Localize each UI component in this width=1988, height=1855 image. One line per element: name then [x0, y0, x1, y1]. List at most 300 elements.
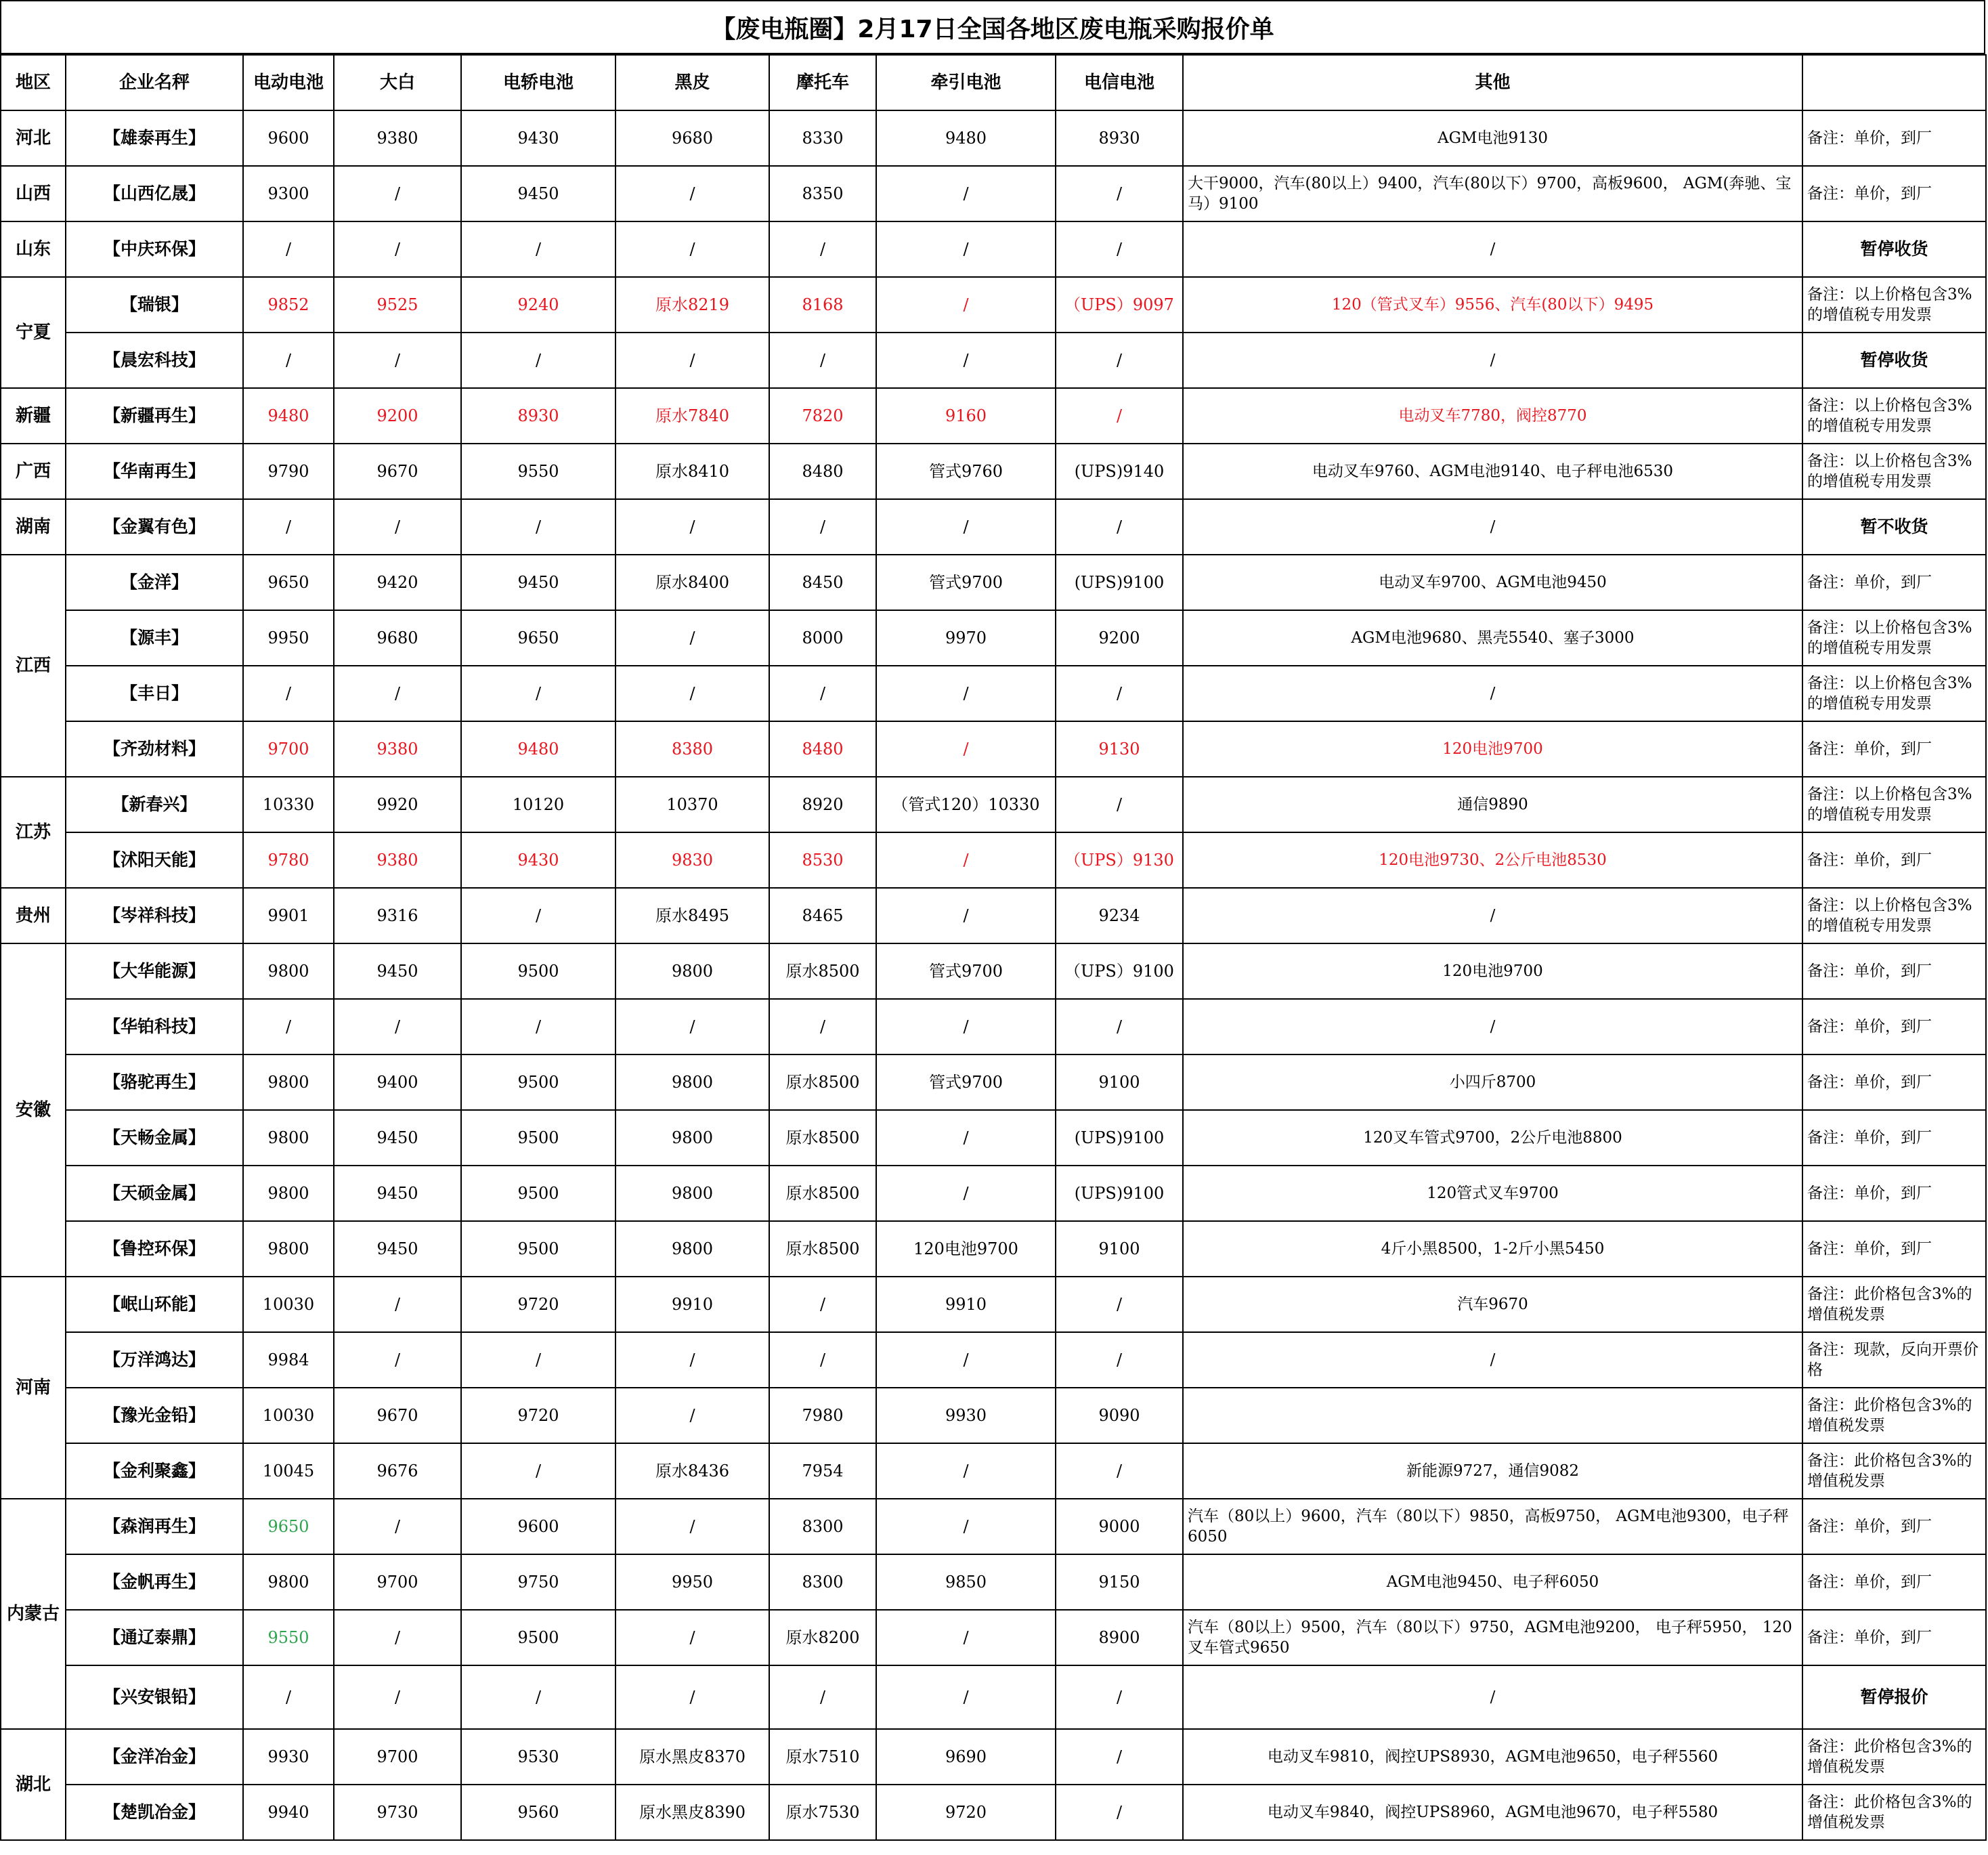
- price-cell: 9800: [615, 1221, 769, 1277]
- price-cell: 9430: [461, 110, 615, 166]
- price-cell: 10045: [243, 1443, 334, 1499]
- price-cell: 9940: [243, 1785, 334, 1840]
- price-cell: /: [461, 1332, 615, 1388]
- price-cell: 9380: [334, 832, 461, 888]
- region-cell: 湖南: [1, 499, 66, 555]
- price-cell: (UPS)9100: [1056, 1166, 1183, 1221]
- company-cell: 【森润再生】: [66, 1499, 243, 1554]
- table-row: [1, 1277, 1986, 1332]
- price-cell: /: [615, 666, 769, 721]
- price-cell: /: [615, 1665, 769, 1729]
- price-cell: /: [243, 333, 334, 388]
- price-cell: 9650: [243, 1499, 334, 1554]
- price-cell: 8530: [769, 832, 876, 888]
- price-cell: 9800: [615, 943, 769, 999]
- region-cell: 内蒙古: [1, 1499, 66, 1729]
- table-row: [1, 888, 1986, 943]
- price-cell: 9160: [876, 388, 1056, 444]
- price-cell: 9720: [461, 1277, 615, 1332]
- note-cell: 备注：此价格包含3%的增值税发票: [1802, 1277, 1986, 1332]
- price-cell: 9420: [334, 555, 461, 610]
- header-cell: 电信电池: [1056, 55, 1183, 110]
- price-cell: 8330: [769, 110, 876, 166]
- price-cell: 管式9700: [876, 1054, 1056, 1110]
- region-cell: 广西: [1, 444, 66, 499]
- company-cell: 【源丰】: [66, 610, 243, 666]
- company-cell: 【华南再生】: [66, 444, 243, 499]
- price-cell: /: [1056, 333, 1183, 388]
- price-cell: /: [243, 1665, 334, 1729]
- price-cell: 9500: [461, 1054, 615, 1110]
- table-row: [1, 666, 1986, 721]
- price-cell: /: [461, 221, 615, 277]
- price-cell: 9450: [461, 166, 615, 221]
- price-cell: 9680: [615, 110, 769, 166]
- other-cell: /: [1183, 221, 1802, 277]
- price-cell: 9950: [615, 1554, 769, 1610]
- note-cell: 暂不收货: [1802, 499, 1986, 555]
- price-cell: 9480: [243, 388, 334, 444]
- company-cell: 【天畅金属】: [66, 1110, 243, 1166]
- price-cell: /: [615, 610, 769, 666]
- price-cell: 9676: [334, 1443, 461, 1499]
- price-cell: 9450: [334, 943, 461, 999]
- other-cell: 汽车（80以上）9500，汽车（80以下）9750，AGM电池9200， 电子秤5950， 120叉车管式9650: [1183, 1610, 1802, 1665]
- company-cell: 【万洋鸿达】: [66, 1332, 243, 1388]
- price-cell: 9550: [461, 444, 615, 499]
- note-cell: 备注：单价，到厂: [1802, 943, 1986, 999]
- note-cell: 备注：单价，到厂: [1802, 999, 1986, 1054]
- price-cell: 9500: [461, 1610, 615, 1665]
- price-cell: 9600: [461, 1499, 615, 1554]
- note-cell: 备注：此价格包含3%的增值税发票: [1802, 1729, 1986, 1785]
- price-cell: 8000: [769, 610, 876, 666]
- region-cell: 江苏: [1, 777, 66, 888]
- price-cell: /: [461, 1443, 615, 1499]
- company-cell: 【金利聚鑫】: [66, 1443, 243, 1499]
- other-cell: [1183, 1388, 1802, 1443]
- company-cell: 【瑞银】: [66, 277, 243, 333]
- price-cell: 8300: [769, 1499, 876, 1554]
- table-row: [1, 1554, 1986, 1610]
- company-cell: 【丰日】: [66, 666, 243, 721]
- price-cell: /: [615, 221, 769, 277]
- region-cell: 河南: [1, 1277, 66, 1499]
- price-cell: 9500: [461, 943, 615, 999]
- price-cell: /: [876, 166, 1056, 221]
- price-cell: 8900: [1056, 1610, 1183, 1665]
- price-cell: 10330: [243, 777, 334, 832]
- price-cell: 9316: [334, 888, 461, 943]
- price-cell: /: [334, 1277, 461, 1332]
- company-cell: 【新疆再生】: [66, 388, 243, 444]
- price-cell: /: [334, 499, 461, 555]
- note-cell: 备注：单价，到厂: [1802, 1499, 1986, 1554]
- company-cell: 【雄泰再生】: [66, 110, 243, 166]
- price-cell: 原水8500: [769, 1221, 876, 1277]
- price-cell: /: [1056, 666, 1183, 721]
- price-cell: /: [461, 999, 615, 1054]
- table-row: [1, 777, 1986, 832]
- price-cell: /: [1056, 1332, 1183, 1388]
- other-cell: 4斤小黑8500，1-2斤小黑5450: [1183, 1221, 1802, 1277]
- price-cell: 原水8500: [769, 1166, 876, 1221]
- note-cell: 备注：以上价格包含3%的增值税专用发票: [1802, 388, 1986, 444]
- header-cell: 其他: [1183, 55, 1802, 110]
- price-cell: 原水7510: [769, 1729, 876, 1785]
- price-cell: /: [334, 221, 461, 277]
- price-cell: 原水8495: [615, 888, 769, 943]
- price-cell: 9200: [334, 388, 461, 444]
- note-cell: 备注：以上价格包含3%的增值税专用发票: [1802, 610, 1986, 666]
- note-cell: 备注：此价格包含3%的增值税发票: [1802, 1785, 1986, 1840]
- price-cell: （管式120）10330: [876, 777, 1056, 832]
- other-cell: 120（管式叉车）9556、汽车(80以下）9495: [1183, 277, 1802, 333]
- header-cell: 地区: [1, 55, 66, 110]
- header-cell: 电动电池: [243, 55, 334, 110]
- other-cell: AGM电池9450、电子秤6050: [1183, 1554, 1802, 1610]
- price-cell: /: [876, 1110, 1056, 1166]
- price-cell: 9800: [615, 1166, 769, 1221]
- table-row: [1, 166, 1986, 221]
- company-cell: 【岑祥科技】: [66, 888, 243, 943]
- price-cell: /: [1056, 1785, 1183, 1840]
- price-cell: 9650: [461, 610, 615, 666]
- table-row: [1, 832, 1986, 888]
- price-cell: /: [615, 499, 769, 555]
- region-cell: 河北: [1, 110, 66, 166]
- price-cell: 9530: [461, 1729, 615, 1785]
- price-cell: 9700: [243, 721, 334, 777]
- price-cell: 8450: [769, 555, 876, 610]
- note-cell: 备注：单价，到厂: [1802, 166, 1986, 221]
- price-cell: /: [876, 1443, 1056, 1499]
- price-cell: 原水8500: [769, 1110, 876, 1166]
- price-cell: （UPS）9130: [1056, 832, 1183, 888]
- price-cell: 8350: [769, 166, 876, 221]
- note-cell: 备注：以上价格包含3%的增值税专用发票: [1802, 666, 1986, 721]
- price-cell: /: [1056, 1277, 1183, 1332]
- price-cell: 9930: [876, 1388, 1056, 1443]
- price-cell: 9200: [1056, 610, 1183, 666]
- other-cell: 新能源9727，通信9082: [1183, 1443, 1802, 1499]
- price-cell: 9800: [615, 1110, 769, 1166]
- price-cell: /: [334, 1665, 461, 1729]
- price-cell: (UPS)9100: [1056, 555, 1183, 610]
- price-cell: /: [769, 333, 876, 388]
- header-cell: 摩托车: [769, 55, 876, 110]
- other-cell: 电动叉车7780，阀控8770: [1183, 388, 1802, 444]
- price-cell: 9234: [1056, 888, 1183, 943]
- other-cell: AGM电池9680、黑壳5540、塞子3000: [1183, 610, 1802, 666]
- price-cell: 9100: [1056, 1221, 1183, 1277]
- table-row: [1, 277, 1986, 333]
- company-cell: 【山西亿晟】: [66, 166, 243, 221]
- note-cell: 备注：单价，到厂: [1802, 1166, 1986, 1221]
- table-row: [1, 999, 1986, 1054]
- price-cell: /: [243, 221, 334, 277]
- other-cell: 汽车9670: [1183, 1277, 1802, 1332]
- price-cell: /: [334, 333, 461, 388]
- note-cell: 备注：单价，到厂: [1802, 555, 1986, 610]
- price-cell: /: [334, 1332, 461, 1388]
- other-cell: /: [1183, 1332, 1802, 1388]
- price-cell: /: [615, 166, 769, 221]
- price-cell: 原水8200: [769, 1610, 876, 1665]
- price-cell: 9730: [334, 1785, 461, 1840]
- price-cell: 9930: [243, 1729, 334, 1785]
- price-cell: 8465: [769, 888, 876, 943]
- header-cell: [1802, 55, 1986, 110]
- price-cell: 9560: [461, 1785, 615, 1840]
- price-cell: 原水8400: [615, 555, 769, 610]
- price-cell: /: [334, 166, 461, 221]
- price-cell: 9800: [243, 1054, 334, 1110]
- price-cell: 9800: [243, 1554, 334, 1610]
- price-cell: /: [334, 1499, 461, 1554]
- other-cell: /: [1183, 1665, 1802, 1729]
- company-cell: 【通辽泰鼎】: [66, 1610, 243, 1665]
- price-cell: 9690: [876, 1729, 1056, 1785]
- price-cell: 8480: [769, 444, 876, 499]
- other-cell: 120电池9700: [1183, 721, 1802, 777]
- price-cell: 7980: [769, 1388, 876, 1443]
- price-cell: 9450: [334, 1221, 461, 1277]
- price-cell: /: [1056, 1729, 1183, 1785]
- company-cell: 【豫光金铅】: [66, 1388, 243, 1443]
- price-cell: 9480: [876, 110, 1056, 166]
- price-cell: 9300: [243, 166, 334, 221]
- price-cell: 9500: [461, 1221, 615, 1277]
- price-cell: /: [769, 499, 876, 555]
- price-cell: 9920: [334, 777, 461, 832]
- price-cell: 8300: [769, 1554, 876, 1610]
- price-cell: /: [615, 999, 769, 1054]
- other-cell: 电动叉车9700、AGM电池9450: [1183, 555, 1802, 610]
- other-cell: 汽车（80以上）9600，汽车（80以下）9850，高板9750， AGM电池9300，电子秤6050: [1183, 1499, 1802, 1554]
- table-row: [1, 388, 1986, 444]
- price-cell: /: [1056, 499, 1183, 555]
- table-row: [1, 1665, 1986, 1729]
- header-cell: 大白: [334, 55, 461, 110]
- price-cell: 9525: [334, 277, 461, 333]
- table-row: [1, 943, 1986, 999]
- price-cell: 9500: [461, 1110, 615, 1166]
- other-cell: 大干9000，汽车(80以上）9400，汽车(80以下）9700，高板9600， AGM(奔驰、宝马）9100: [1183, 166, 1802, 221]
- price-cell: 9000: [1056, 1499, 1183, 1554]
- company-cell: 【岷山环能】: [66, 1277, 243, 1332]
- price-cell: /: [769, 999, 876, 1054]
- price-cell: /: [1056, 999, 1183, 1054]
- price-cell: 原水8500: [769, 1054, 876, 1110]
- price-cell: 9800: [243, 1110, 334, 1166]
- note-cell: 备注：以上价格包含3%的增值税专用发票: [1802, 277, 1986, 333]
- price-cell: /: [876, 1166, 1056, 1221]
- price-cell: 原水8219: [615, 277, 769, 333]
- price-cell: 9700: [334, 1554, 461, 1610]
- company-cell: 【金洋冶金】: [66, 1729, 243, 1785]
- company-cell: 【齐劲材料】: [66, 721, 243, 777]
- price-cell: /: [1056, 1443, 1183, 1499]
- company-cell: 【兴安银铅】: [66, 1665, 243, 1729]
- price-cell: /: [769, 221, 876, 277]
- other-cell: /: [1183, 333, 1802, 388]
- price-cell: 管式9700: [876, 555, 1056, 610]
- company-cell: 【金洋】: [66, 555, 243, 610]
- other-cell: 小四斤8700: [1183, 1054, 1802, 1110]
- price-cell: （UPS）9100: [1056, 943, 1183, 999]
- table-row: [1, 333, 1986, 388]
- price-cell: /: [876, 721, 1056, 777]
- price-cell: /: [334, 999, 461, 1054]
- note-cell: 备注：现款，反向开票价格: [1802, 1332, 1986, 1388]
- price-cell: 9800: [243, 1221, 334, 1277]
- company-cell: 【楚凯冶金】: [66, 1785, 243, 1840]
- header-cell: 企业名秤: [66, 55, 243, 110]
- price-cell: 9780: [243, 832, 334, 888]
- price-cell: 9150: [1056, 1554, 1183, 1610]
- price-cell: 9970: [876, 610, 1056, 666]
- table-row: [1, 555, 1986, 610]
- note-cell: 备注：此价格包含3%的增值税发票: [1802, 1443, 1986, 1499]
- price-cell: 9130: [1056, 721, 1183, 777]
- note-cell: 备注：单价，到厂: [1802, 721, 1986, 777]
- price-cell: 原水7840: [615, 388, 769, 444]
- price-cell: /: [334, 1610, 461, 1665]
- price-cell: /: [461, 499, 615, 555]
- price-cell: 7954: [769, 1443, 876, 1499]
- price-cell: /: [876, 1499, 1056, 1554]
- price-cell: 9450: [461, 555, 615, 610]
- price-cell: /: [769, 1277, 876, 1332]
- price-cell: 9790: [243, 444, 334, 499]
- price-cell: 9720: [461, 1388, 615, 1443]
- price-cell: 8930: [461, 388, 615, 444]
- price-cell: 原水8500: [769, 943, 876, 999]
- price-cell: 9450: [334, 1166, 461, 1221]
- price-cell: 9720: [876, 1785, 1056, 1840]
- region-cell: 湖北: [1, 1729, 66, 1840]
- price-cell: 8380: [615, 721, 769, 777]
- note-cell: 备注：以上价格包含3%的增值税专用发票: [1802, 888, 1986, 943]
- price-cell: 9500: [461, 1166, 615, 1221]
- price-cell: 9800: [615, 1054, 769, 1110]
- company-cell: 【中庆环保】: [66, 221, 243, 277]
- price-cell: 9750: [461, 1554, 615, 1610]
- other-cell: /: [1183, 999, 1802, 1054]
- price-cell: 9380: [334, 721, 461, 777]
- price-cell: /: [876, 333, 1056, 388]
- note-cell: 备注：单价，到厂: [1802, 1610, 1986, 1665]
- region-cell: 贵州: [1, 888, 66, 943]
- other-cell: 电动叉车9840，阀控UPS8960，AGM电池9670，电子秤5580: [1183, 1785, 1802, 1840]
- price-cell: 原水黑皮8370: [615, 1729, 769, 1785]
- region-cell: 江西: [1, 555, 66, 777]
- price-cell: /: [461, 333, 615, 388]
- price-cell: /: [334, 666, 461, 721]
- note-cell: 暂停收货: [1802, 333, 1986, 388]
- price-cell: /: [876, 1665, 1056, 1729]
- price-cell: /: [876, 999, 1056, 1054]
- price-cell: 9670: [334, 444, 461, 499]
- price-cell: 9550: [243, 1610, 334, 1665]
- table-row: [1, 1332, 1986, 1388]
- region-cell: 安徽: [1, 943, 66, 1277]
- price-cell: 8930: [1056, 110, 1183, 166]
- table-row: [1, 1110, 1986, 1166]
- table-row: [1, 1729, 1986, 1785]
- price-cell: /: [1056, 221, 1183, 277]
- price-cell: /: [461, 1665, 615, 1729]
- table-row: [1, 1166, 1986, 1221]
- note-cell: 备注：此价格包含3%的增值税发票: [1802, 1388, 1986, 1443]
- table-row: [1, 1221, 1986, 1277]
- company-cell: 【鲁控环保】: [66, 1221, 243, 1277]
- price-cell: 9984: [243, 1332, 334, 1388]
- price-cell: 9800: [243, 1166, 334, 1221]
- price-cell: /: [876, 221, 1056, 277]
- price-cell: （UPS）9097: [1056, 277, 1183, 333]
- price-table: [0, 54, 1987, 1841]
- table-row: [1, 1443, 1986, 1499]
- table-row: [1, 1610, 1986, 1665]
- price-cell: /: [876, 1332, 1056, 1388]
- note-cell: 备注：单价，到厂: [1802, 1554, 1986, 1610]
- price-cell: 9480: [461, 721, 615, 777]
- company-cell: 【华铂科技】: [66, 999, 243, 1054]
- company-cell: 【金帆再生】: [66, 1554, 243, 1610]
- other-cell: 电动叉车9760、AGM电池9140、电子秤电池6530: [1183, 444, 1802, 499]
- price-cell: 原水黑皮8390: [615, 1785, 769, 1840]
- other-cell: 120管式叉车9700: [1183, 1166, 1802, 1221]
- price-cell: /: [769, 666, 876, 721]
- header-cell: 电轿电池: [461, 55, 615, 110]
- price-cell: /: [243, 999, 334, 1054]
- note-cell: 备注：以上价格包含3%的增值税专用发票: [1802, 444, 1986, 499]
- price-cell: 9850: [876, 1554, 1056, 1610]
- other-cell: 120电池9700: [1183, 943, 1802, 999]
- price-cell: 9650: [243, 555, 334, 610]
- price-cell: 10030: [243, 1388, 334, 1443]
- note-cell: 备注：单价，到厂: [1802, 1054, 1986, 1110]
- price-cell: 8480: [769, 721, 876, 777]
- price-cell: 9240: [461, 277, 615, 333]
- other-cell: 120叉车管式9700，2公斤电池8800: [1183, 1110, 1802, 1166]
- table-row: [1, 444, 1986, 499]
- table-row: [1, 1499, 1986, 1554]
- company-cell: 【骆驼再生】: [66, 1054, 243, 1110]
- note-cell: 备注：单价，到厂: [1802, 1221, 1986, 1277]
- price-cell: /: [1056, 166, 1183, 221]
- company-cell: 【大华能源】: [66, 943, 243, 999]
- region-cell: 山西: [1, 166, 66, 221]
- price-cell: 管式9760: [876, 444, 1056, 499]
- table-row: [1, 1054, 1986, 1110]
- price-cell: 原水7530: [769, 1785, 876, 1840]
- price-cell: /: [243, 499, 334, 555]
- price-cell: 9100: [1056, 1054, 1183, 1110]
- price-cell: /: [615, 1388, 769, 1443]
- table-row: [1, 721, 1986, 777]
- price-cell: 9700: [334, 1729, 461, 1785]
- note-cell: 暂停收货: [1802, 221, 1986, 277]
- table-row: [1, 221, 1986, 277]
- price-cell: 9090: [1056, 1388, 1183, 1443]
- price-cell: /: [615, 1499, 769, 1554]
- note-cell: 备注：单价，到厂: [1802, 1110, 1986, 1166]
- price-cell: 9600: [243, 110, 334, 166]
- price-cell: /: [876, 832, 1056, 888]
